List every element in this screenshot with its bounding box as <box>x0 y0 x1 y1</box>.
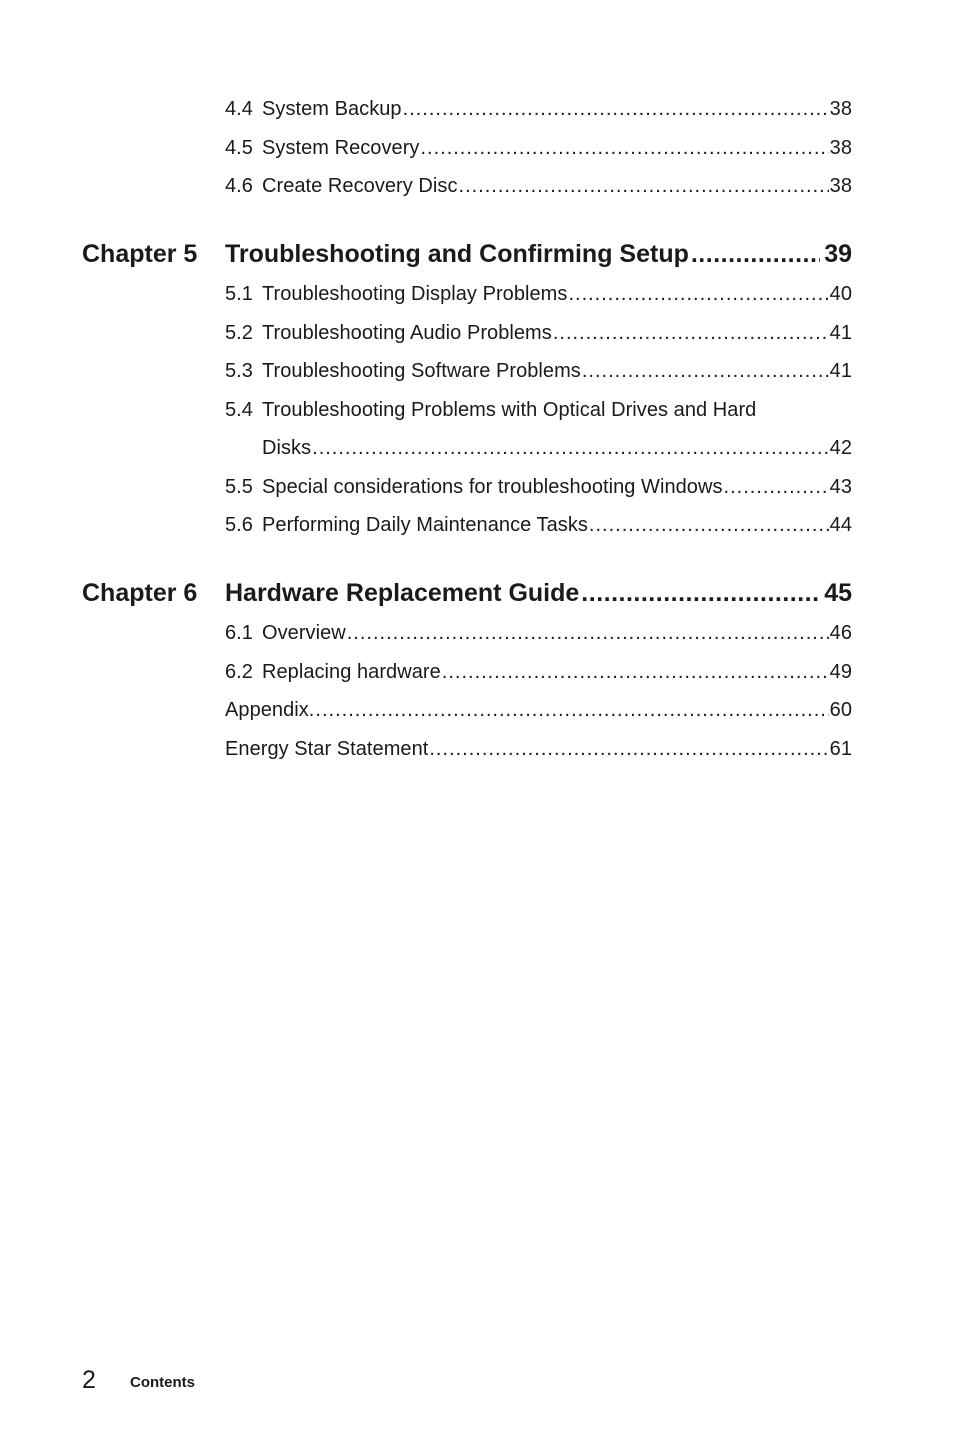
toc-entry-5-2[interactable] <box>225 322 852 352</box>
toc-entry-5-4-continued[interactable] <box>262 437 852 467</box>
toc-entry-page: 38 <box>829 175 852 197</box>
toc-entry-page: 41 <box>829 360 852 382</box>
toc-leader-dots <box>420 137 828 160</box>
toc-entry-page: 42 <box>829 437 852 459</box>
toc-entry-page: 38 <box>829 137 852 159</box>
toc-leader-dots <box>315 699 828 722</box>
toc-entry-title: Appendix. <box>225 699 315 721</box>
toc-leader-dots <box>582 360 829 383</box>
toc-leader-dots <box>312 437 829 460</box>
toc-leader-dots <box>568 283 828 306</box>
toc-entry-title: Troubleshooting Software Problems <box>262 360 581 382</box>
chapter-page: 45 <box>824 579 852 607</box>
toc-entry-page: 38 <box>829 98 852 120</box>
toc-leader-dots <box>429 738 828 761</box>
toc-entry-5-6[interactable] <box>225 514 852 544</box>
toc-entry-title: Troubleshooting Display Problems <box>262 283 568 305</box>
toc-entry-page: 49 <box>829 661 852 683</box>
toc-entry-title: System Backup <box>262 98 402 120</box>
toc-entry-appendix[interactable] <box>225 699 852 729</box>
footer-page-number: 2 <box>82 1366 96 1394</box>
toc-entry-title-continued: Disks <box>262 437 312 459</box>
toc-entry-6-2[interactable] <box>225 661 852 691</box>
toc-entry-title: Replacing hardware <box>262 661 441 683</box>
toc-entry-6-1[interactable] <box>225 622 852 652</box>
toc-entry-number: 5.5 <box>225 476 253 498</box>
toc-chapter-5[interactable] <box>82 240 852 276</box>
toc-entry-title: Energy Star Statement <box>225 738 429 760</box>
toc-entry-number: 5.4 <box>225 399 253 421</box>
toc-entry-number: 5.2 <box>225 322 253 344</box>
toc-entry-number: 5.1 <box>225 283 253 305</box>
toc-entry-title: Troubleshooting Audio Problems <box>262 322 552 344</box>
toc-entry-title: Special considerations for troubleshooting Windows <box>262 476 723 498</box>
toc-entry-4-5[interactable] <box>225 137 852 167</box>
toc-entry-5-1[interactable] <box>225 283 852 313</box>
toc-entry-title: Create Recovery Disc <box>262 175 458 197</box>
toc-entry-page: 41 <box>829 322 852 344</box>
toc-leader-dots <box>442 661 829 684</box>
toc-entry-page: 44 <box>829 514 852 536</box>
toc-entry-5-4[interactable] <box>225 399 852 429</box>
chapter-title: Hardware Replacement Guide <box>225 579 580 607</box>
toc-entry-page: 40 <box>829 283 852 305</box>
toc-leader-dots <box>553 322 829 345</box>
toc-entry-4-6[interactable] <box>225 175 852 205</box>
toc-leader-dots <box>691 240 820 269</box>
toc-leader-dots <box>589 514 829 537</box>
toc-entry-page: 60 <box>829 699 852 721</box>
toc-entry-number: 6.1 <box>225 622 253 644</box>
chapter-label: Chapter 5 <box>82 240 198 268</box>
toc-leader-dots <box>403 98 829 121</box>
toc-leader-dots <box>347 622 829 645</box>
toc-entry-page: 61 <box>829 738 852 760</box>
footer-section-label: Contents <box>130 1374 195 1391</box>
toc-entry-number: 4.5 <box>225 137 253 159</box>
toc-entry-energy-star[interactable] <box>225 738 852 768</box>
toc-entry-4-4[interactable] <box>225 98 852 128</box>
toc-entry-title: Overview <box>262 622 346 644</box>
toc-entry-page: 46 <box>829 622 852 644</box>
toc-entry-number: 4.6 <box>225 175 253 197</box>
toc-leader-dots <box>459 175 829 198</box>
toc-leader-dots <box>724 476 829 499</box>
chapter-title: Troubleshooting and Confirming Setup <box>225 240 689 268</box>
toc-entry-title: Performing Daily Maintenance Tasks <box>262 514 588 536</box>
toc-entry-page: 43 <box>829 476 852 498</box>
toc-entry-number: 5.3 <box>225 360 253 382</box>
toc-entry-title: System Recovery <box>262 137 420 159</box>
toc-leader-dots <box>581 579 820 608</box>
chapter-label: Chapter 6 <box>82 579 198 607</box>
toc-entry-number: 5.6 <box>225 514 253 536</box>
toc-entry-title: Troubleshooting Problems with Optical Drives and Hard <box>262 399 757 421</box>
toc-entry-5-3[interactable] <box>225 360 852 390</box>
chapter-page: 39 <box>824 240 852 268</box>
toc-chapter-6[interactable] <box>82 579 852 615</box>
toc-entry-5-5[interactable] <box>225 476 852 506</box>
toc-entry-number: 4.4 <box>225 98 253 120</box>
toc-entry-number: 6.2 <box>225 661 253 683</box>
